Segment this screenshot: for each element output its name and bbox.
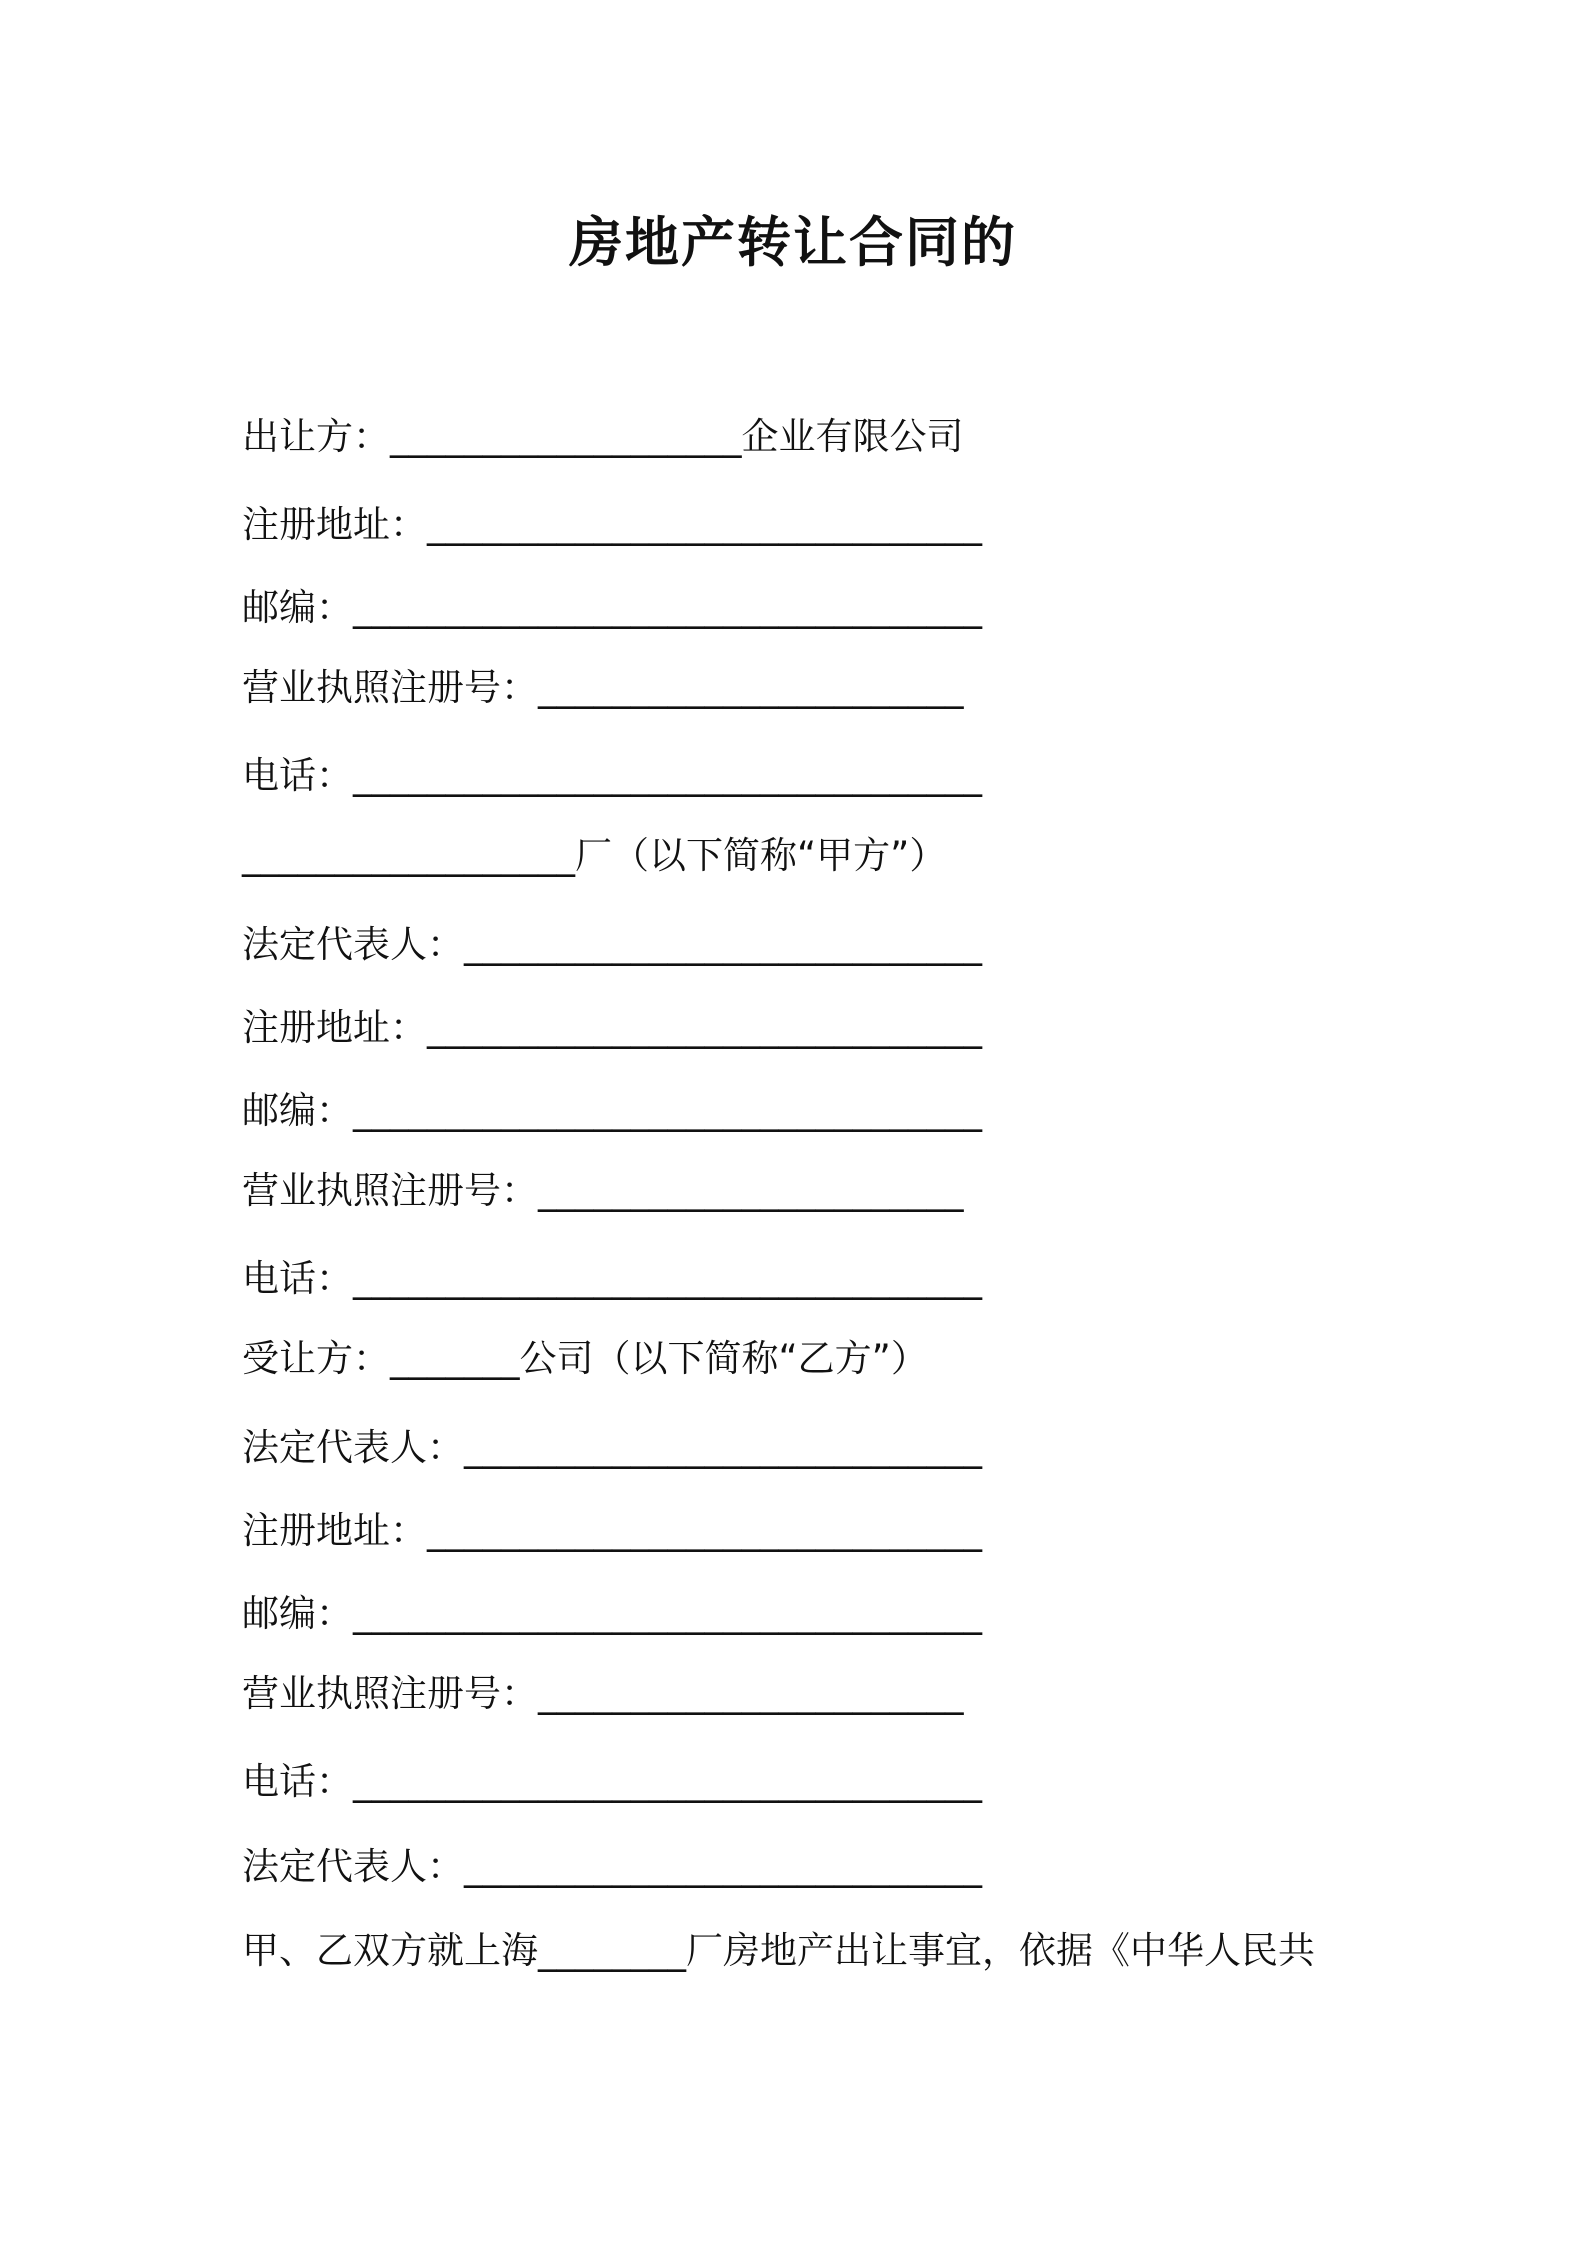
registered-address-line: 注册地址：______________________________ (242, 1006, 982, 1049)
legal-representative-line: 法定代表人：____________________________ (242, 1845, 982, 1888)
body-paragraph-line: 甲、乙双方就上海________厂房地产出让事宜，依据《中华人民共 (242, 1929, 1315, 1972)
postcode-line: 邮编：__________________________________ (242, 586, 982, 629)
phone-line: 电话：__________________________________ (242, 754, 982, 797)
legal-representative-line: 法定代表人：____________________________ (242, 923, 982, 966)
document-title: 房地产转让合同的 (569, 211, 1017, 274)
registered-address-line: 注册地址：______________________________ (242, 1509, 982, 1552)
postcode-line: 邮编：__________________________________ (242, 1592, 982, 1635)
phone-line: 电话：__________________________________ (242, 1760, 982, 1803)
business-license-line: 营业执照注册号：_______________________ (242, 666, 964, 709)
registered-address-line: 注册地址：______________________________ (242, 503, 982, 546)
legal-representative-line: 法定代表人：____________________________ (242, 1426, 982, 1469)
postcode-line: 邮编：__________________________________ (242, 1089, 982, 1132)
transferor-line: 出让方：___________________企业有限公司 (242, 415, 964, 458)
phone-line: 电话：__________________________________ (242, 1257, 982, 1300)
transferee-line: 受让方：_______公司（以下简称“乙方”） (242, 1337, 928, 1380)
business-license-line: 营业执照注册号：_______________________ (242, 1672, 964, 1715)
party-a-factory-line: __________________厂（以下简称“甲方”） (242, 834, 947, 877)
business-license-line: 营业执照注册号：_______________________ (242, 1169, 964, 1212)
